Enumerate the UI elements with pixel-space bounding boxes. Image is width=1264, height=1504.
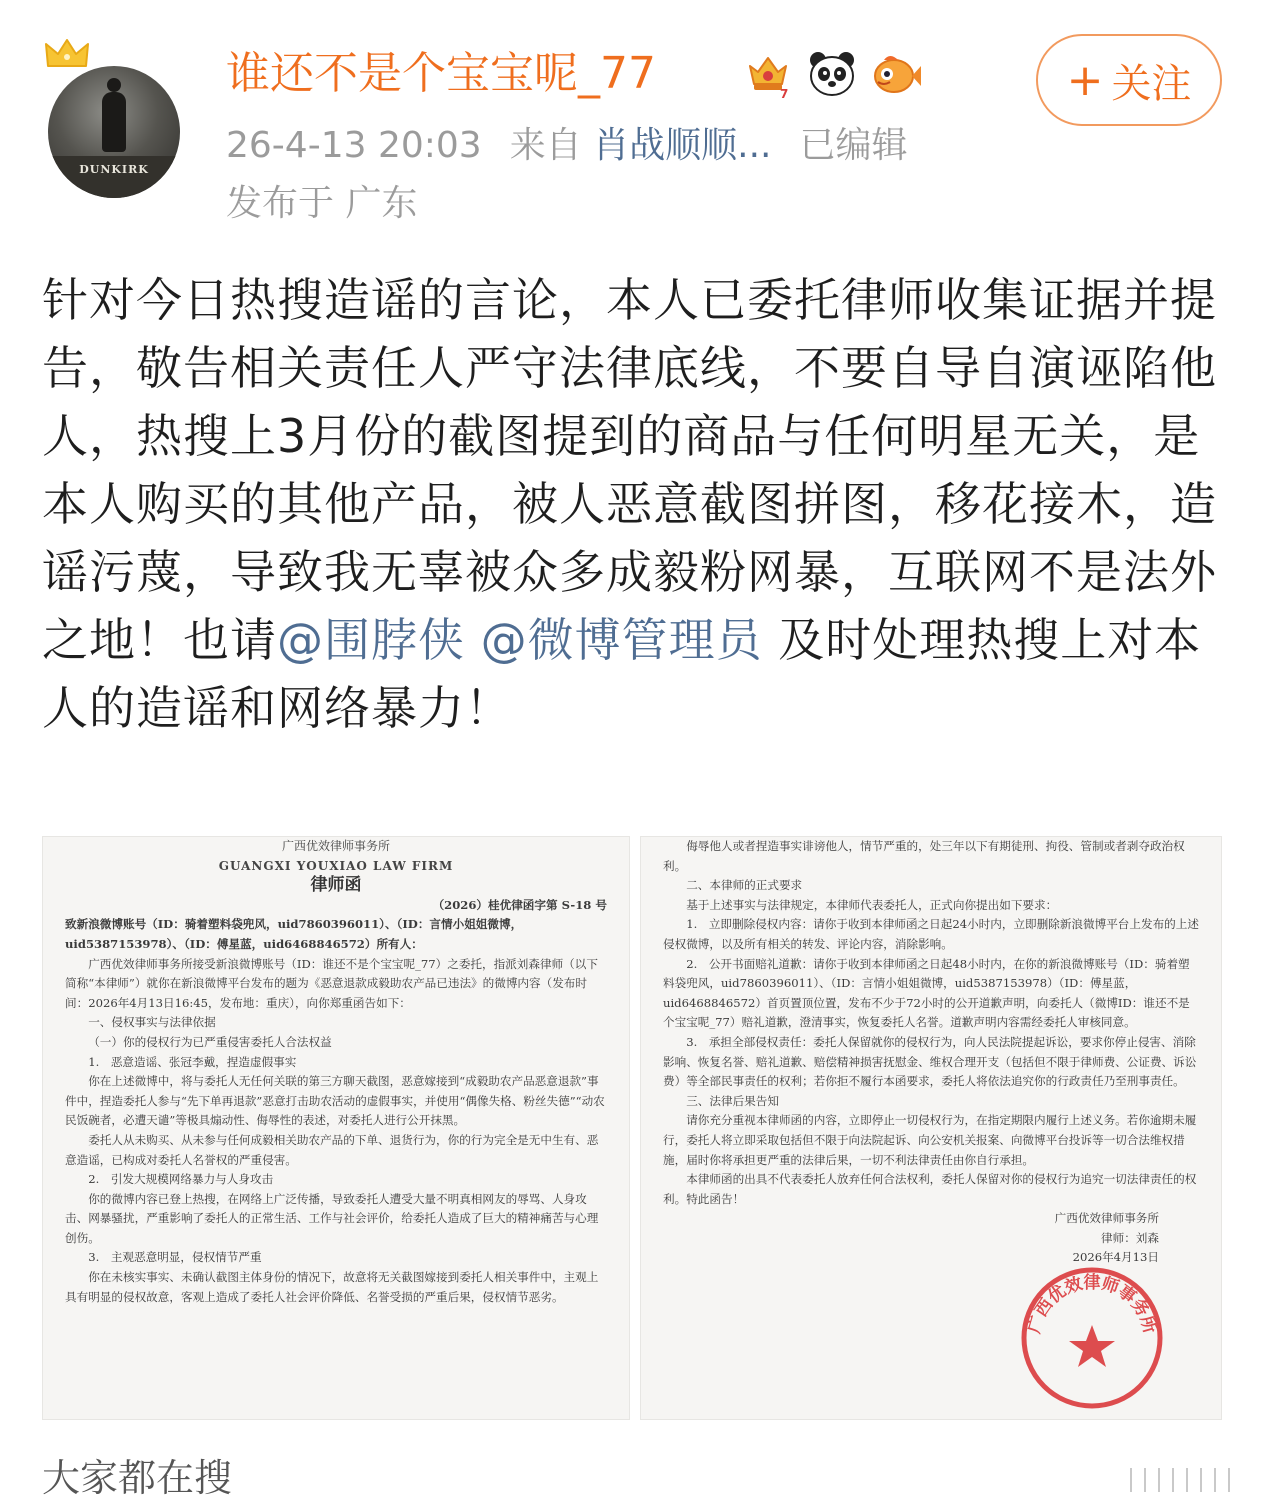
letter-signature-lawyer: 律师：刘森 [1101, 1230, 1159, 1245]
post-text-body: 针对今日热搜造谣的言论，本人已委托律师收集证据并提告，敬告相关责任人严守法律底线，不要自导自演诬陷他人，热搜上3月份的截图提到的商品与任何明星无关，是本人购买的其他产品，被人恶意截图拼图，移花接木，造谣污蔑，导致我无辜被众多成毅粉网暴，互联网不是法外之地！也请 [42, 273, 1217, 667]
follow-button[interactable] [1036, 34, 1222, 126]
username[interactable]: 谁还不是个宝宝呢_77 [226, 48, 656, 99]
letter-paragraph: 广西优效律师事务所接受新浪微博账号（ID：谁还不是个宝宝呢_77）之委托，指派刘森律师（以下简称“本律师”）就你在新浪微博平台发布的题为《恶意退款成毅助农产品已违法》的微博内容（发布时间：2026年4月13日16:45，发布地：重庆），向你郑重函告如下： [65, 956, 598, 1010]
letter-paragraph: 委托人从未购买、从未参与任何成毅相关助农产品的下单、退货行为，你的行为完全是无中生有、恶意造谣，已构成对委托人名誉权的严重侵害。 [65, 1132, 599, 1167]
trending-search-title[interactable]: 大家都在搜 [42, 1456, 233, 1500]
avatar-figure [102, 92, 126, 152]
lawyer-letter-page-1 [43, 837, 629, 1307]
post-image-2[interactable] [640, 836, 1222, 1420]
letter-paragraph: 1. 立即删除侵权内容：请你于收到本律师函之日起24小时内，立即删除新浪微博平台上发布的上述侵权微博，以及所有相关的转发、评论内容，消除影响。 [663, 917, 1199, 951]
law-firm-seal [1017, 1263, 1167, 1413]
post-meta [226, 122, 908, 170]
firm-name-en: GUANGXI YOUXIAO LAW FIRM [218, 858, 454, 873]
post-image-1[interactable] [42, 836, 630, 1420]
source-prefix: 来自 [509, 125, 582, 166]
post-text [42, 266, 1226, 742]
letter-heading: 二、本律师的正式要求 [686, 878, 803, 893]
follow-label: 关注 [1111, 60, 1192, 107]
letter-heading: 3. 主观恶意明显，侵权情节严重 [88, 1250, 262, 1265]
crown-icon [44, 36, 90, 76]
fish-icon [870, 48, 922, 100]
panda-icon [806, 48, 858, 100]
svg-text:7: 7 [780, 87, 789, 100]
letter-heading: 2. 引发大规模网络暴力与人身攻击 [88, 1172, 274, 1187]
post-time: 26-4-13 20:03 [226, 125, 482, 166]
avatar-wrap[interactable] [44, 36, 184, 176]
lawyer-letter-page-2 [641, 837, 1221, 1268]
post-location: 发布于 广东 [226, 183, 418, 224]
letter-heading: 1. 恶意造谣、张冠李戴，捏造虚假事实 [88, 1054, 297, 1069]
svg-text:广西优效律师事务所: 广西优效律师事务所 [1024, 1273, 1160, 1336]
letter-heading: （一）你的侵权行为已严重侵害委托人合法权益 [88, 1034, 332, 1049]
letter-number: （2026）桂优律函字第 S-18 号 [432, 897, 607, 912]
more-icon[interactable] [1130, 1468, 1238, 1492]
letter-heading: 一、侵权事实与法律依据 [88, 1015, 216, 1030]
letter-heading: 三、法律后果告知 [686, 1093, 779, 1108]
letter-signature-date: 2026年4月13日 [1072, 1250, 1159, 1265]
letter-paragraph: 你在未核实事实、未确认截图主体身份的情况下，故意将无关截图嫁接到委托人相关事件中，主观上具有明显的侵权故意，客观上造成了委托人社会评价降低、名誉受损的严重后果，侵权情节恶劣。 [65, 1270, 599, 1304]
letter-paragraph: 基于上述事实与法律规定，本律师代表委托人，正式向你提出如下要求： [686, 897, 1058, 912]
edited-label: 已编辑 [799, 125, 908, 166]
letter-title: 律师函 [310, 875, 362, 896]
post-source-link[interactable]: 肖战顺顺... [593, 125, 772, 166]
letter-paragraph: 你的微博内容已登上热搜，在网络上广泛传播，导致委托人遭受大量不明真相网友的辱骂、人身攻击、网暴骚扰，严重影响了委托人的正常生活、工作与社会评价，给委托人造成了巨大的精神痛苦与心理创伤。 [65, 1191, 599, 1245]
plus-icon: + [1066, 54, 1104, 106]
letter-recipient: 致新浪微博账号（ID：骑着塑料袋兜风，uid7860396011）、（ID：言情小姐姐微博，uid5387153978）、（ID：傅星蓝，uid6468846572）所有人： [65, 917, 523, 951]
letter-paragraph: 本律师函的出具不代表委托人放弃任何合法权利，委托人保留对你的侵权行为追究一切法律责任的权利。特此函告！ [663, 1172, 1197, 1206]
user-badges [742, 46, 922, 102]
firm-name-cn: 广西优效律师事务所 [281, 839, 390, 853]
post-text-tail: 及时处理热搜上对本人的造谣和网络暴力！ [42, 613, 1202, 735]
letter-signature-firm: 广西优效律师事务所 [1054, 1211, 1159, 1226]
letter-paragraph: 你在上述微博中，将与委托人无任何关联的第三方聊天截图，恶意嫁接到“成毅助农产品恶意退款”事件中，捏造委托人参与“先下单再退款”恶意打击助农活动的虚假事实，并使用“偶像失格、粉丝失德”“动农民饭碗者，必遭天谴”等极具煽动性、侮辱性的表述，对委托人进行公开抹黑。 [65, 1074, 605, 1128]
vip-crown-icon [742, 48, 794, 100]
letter-paragraph: 请你充分重视本律师函的内容，立即停止一切侵权行为，在指定期限内履行上述义务。若你逾期未履行，委托人将立即采取包括但不限于向法院起诉、向公安机关报案、向微博平台投诉等一切合法维权措施，届时你将承担更严重的法律后果，一切不利法律责任由你自行承担。 [663, 1113, 1197, 1167]
letter-paragraph: 侮辱他人或者捏造事实诽谤他人，情节严重的，处三年以下有期徒刑、拘役、管制或者剥夺政治权利。 [663, 839, 1185, 873]
avatar-logo-text: DUNKIRK [79, 163, 149, 176]
avatar[interactable] [48, 66, 180, 198]
letter-paragraph: 3. 承担全部侵权责任：委托人保留就你的侵权行为，向人民法院提起诉讼，要求你停止侵害、消除影响、恢复名誉、赔礼道歉、赔偿精神损害抚慰金、维权合理开支（包括但不限于律师费、公证费、诉讼费）等全部民事责任的权利；若你拒不履行本函要求，委托人将依法追究你的行政责任乃至刑事责任。 [663, 1034, 1197, 1089]
letter-paragraph: 2. 公开书面赔礼道歉：请你于收到本律师函之日起48小时内，在你的新浪微博账号（ID：骑着塑料袋兜风，uid7860396011）、（ID：言情小姐姐微博，uid5387153978）（ID：傅星蓝，uid6468846572）首页置顶位置，发布不少于72小时的公开道歉声明，向委托人（微博ID：谁还不是个宝宝呢_77）赔礼道歉，澄清事实，恢复委托人名誉。道歉声明内容需经委托人审核同意。 [663, 956, 1190, 1030]
post-text-space [465, 613, 481, 667]
mention-weibo-xia[interactable]: @围脖侠 [277, 613, 465, 667]
mention-weibo-admin[interactable]: @微博管理员 [480, 613, 763, 667]
